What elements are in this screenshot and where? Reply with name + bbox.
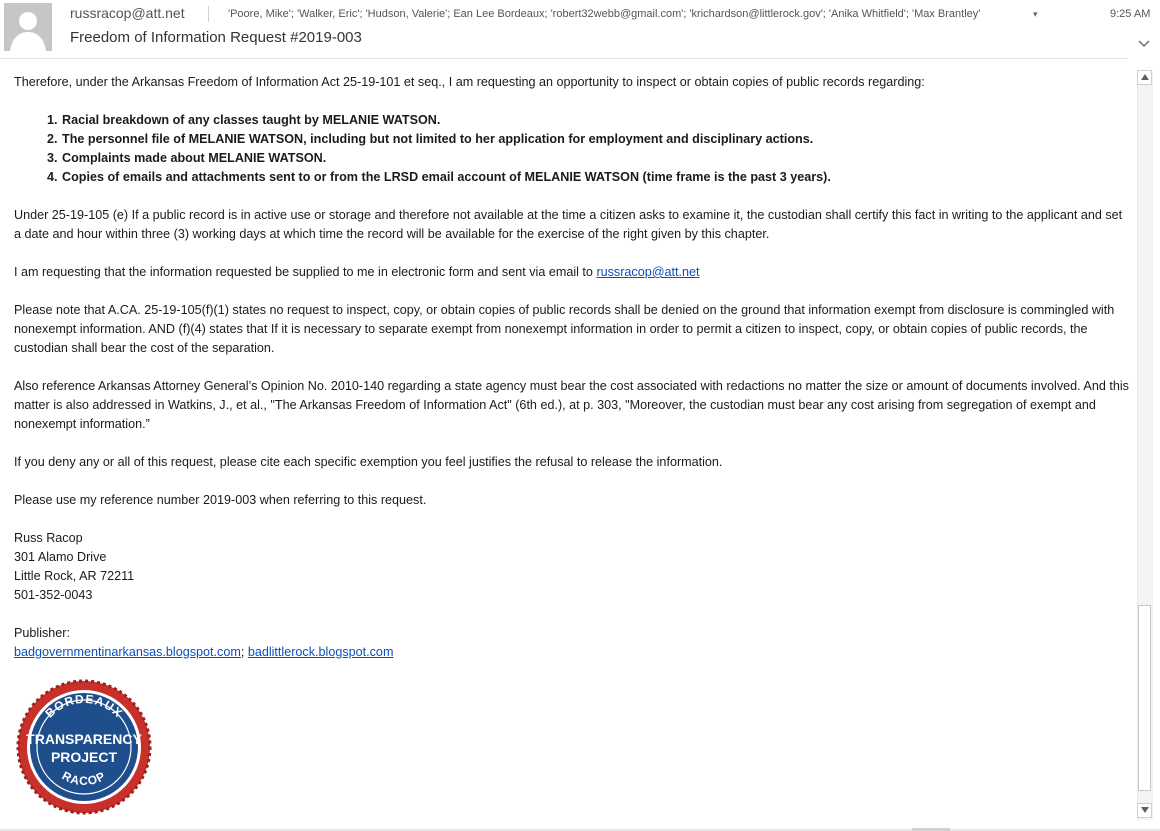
signature-phone: 501-352-0043 <box>14 588 93 602</box>
blog-link-bad-government[interactable]: badgovernmentinarkansas.blogspot.com <box>14 645 241 659</box>
sender-address[interactable]: russracop@att.net <box>70 5 185 21</box>
scrollbar-thumb[interactable] <box>1138 605 1151 791</box>
electronic-form-paragraph <box>14 263 1130 282</box>
seal-line-2: PROJECT <box>50 749 118 765</box>
request-list <box>14 111 1130 187</box>
attorney-general-paragraph: Also reference Arkansas Attorney General’s Opinion No. 2010-140 regarding a state agency must bear the cost associated with redactions no matter the size or amount of documents involved. And this matter is also addressed in Watkins, J., et al., "The Arkansas Freedom of Information Act" (6th ed.), at p. 303, "Moreover, the custodian must bear any cost arising from segregation of exempt and nonexempt information.” <box>14 379 1129 431</box>
message-body <box>14 73 1130 662</box>
request-item: 4. Copies of emails and attachments sent to or from the LRSD email account of MELANIE WATSON (time frame is the past 3 years). <box>61 168 1130 187</box>
request-item: 2. The personnel file of MELANIE WATSON, including but not limited to her application for employment and disciplinary actions. <box>61 130 1130 149</box>
signature-name: Russ Racop <box>14 531 83 545</box>
seal-line-1: TRANSPARENCY <box>26 731 142 747</box>
email-link[interactable]: russracop@att.net <box>596 265 700 279</box>
sender-avatar[interactable] <box>4 3 52 51</box>
request-item: 1. Racial breakdown of any classes taught by MELANIE WATSON. <box>61 111 1130 130</box>
reference-paragraph: Please use my reference number 2019-003 when referring to this request. <box>14 493 427 507</box>
signature-block <box>14 529 1130 605</box>
scroll-down-button[interactable] <box>1137 803 1152 818</box>
scroll-down-arrow-icon <box>1141 807 1149 813</box>
electronic-form-text: I am requesting that the information requested be supplied to me in electronic form and sent via email to <box>14 265 593 279</box>
collapse-header-icon[interactable] <box>1137 36 1151 50</box>
person-icon <box>4 3 52 51</box>
publisher-links <box>14 643 1130 662</box>
expand-recipients-icon[interactable]: ▾ <box>1033 9 1038 19</box>
sent-time: 9:25 AM <box>1110 8 1151 20</box>
deny-paragraph: If you deny any or all of this request, please cite each specific exemption you feel justifies the refusal to release the information. <box>14 455 723 469</box>
message-subject: Freedom of Information Request #2019-003 <box>70 29 362 46</box>
custodian-paragraph: Under 25-19-105 (e) If a public record is in active use or storage and therefore not available at the time a citizen asks to examine it, the custodian shall certify this fact in writing to the applicant and set a date and hour within three (3) working days at which time the record will be available for the exercise of the right given by this chapter. <box>14 208 1123 241</box>
commingled-paragraph: Please note that A.CA. 25-19-105(f)(1) states no request to inspect, copy, or obtain copies of public records shall be denied on the ground that information exempt from disclosure is commingled with nonexempt information. AND (f)(4) states that If it is necessary to separate exempt from nonexempt information in order to permit a citizen to inspect, copy, or obtain copies of public records, the custodian shall bear the cost of the separation. <box>14 303 1115 355</box>
request-item: 3. Complaints made about MELANIE WATSON. <box>61 149 1130 168</box>
blog-link-bad-little-rock[interactable]: badlittlerock.blogspot.com <box>247 645 394 659</box>
publisher-label: Publisher: <box>14 626 71 640</box>
signature-street: 301 Alamo Drive <box>14 550 107 564</box>
intro-paragraph: Therefore, under the Arkansas Freedom of Information Act 25-19-101 et seq., I am requesting an opportunity to inspect or obtain copies of public records regarding: <box>14 75 925 89</box>
transparency-project-seal <box>15 678 153 816</box>
seal-bottom-text: RACOP <box>59 768 109 789</box>
header-separator <box>208 6 209 22</box>
scroll-up-button[interactable] <box>1137 70 1152 85</box>
message-header <box>0 0 1160 60</box>
header-divider <box>0 58 1128 59</box>
link-separator: ; <box>240 645 248 659</box>
recipients-list[interactable]: 'Poore, Mike'; 'Walker, Eric'; 'Hudson, Valerie'; Ean Lee Bordeaux; 'robert32webb@gmail.com'; 'krichardson@littlerock.gov'; 'Anika Whitfield'; 'Max Brantley' <box>228 8 981 20</box>
seal-logo-icon <box>15 678 153 816</box>
scroll-up-arrow-icon <box>1141 74 1149 80</box>
seal-top-text: BORDEAUX <box>42 691 126 721</box>
chevron-down-icon <box>1137 36 1151 50</box>
signature-city: Little Rock, AR 72211 <box>14 569 135 583</box>
